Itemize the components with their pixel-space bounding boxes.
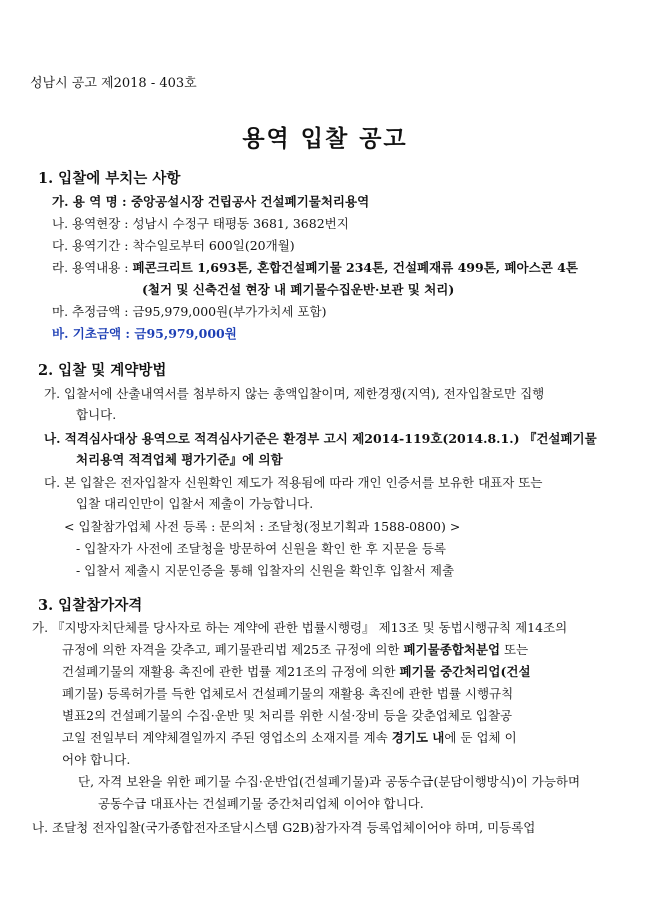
s3-line-1: 가. 『지방자치단체를 당사자로 하는 계약에 관한 법률시행령』 제13조 및 동법시행규칙 제14조의 bbox=[32, 620, 568, 635]
s3-line-8: 단, 자격 보완을 위한 폐기물 수집·운반업(건설폐기물)과 공동수급(분담이행방식)이 가능하며 bbox=[78, 774, 581, 789]
item-service-content bbox=[52, 260, 578, 276]
s2-item-c-line1: 다. 본 입찰은 전자입찰자 신원확인 제도가 적용됨에 따라 개인 인증서를 보유한 대표자 또는 bbox=[44, 475, 543, 490]
s3-line-4 bbox=[62, 686, 513, 702]
item-service-site: 나. 용역현장 : 성남시 수정구 태평동 3681, 3682번지 bbox=[52, 216, 349, 231]
s3-line-6-text: 고일 전일부터 계약체결일까지 주된 영업소의 소재지를 계속 bbox=[62, 730, 392, 745]
s3-line-7: 어야 합니다. bbox=[62, 752, 131, 767]
section1-heading: 1. 입찰에 부치는 사항 bbox=[38, 170, 181, 187]
s2-item-c-line2: 입찰 대리인만이 입찰서 제출이 가능합니다. bbox=[76, 496, 314, 511]
content-prefix: 라. 용역내용 : bbox=[52, 260, 133, 275]
item-service-name: 가. 용 역 명 : 중앙공설시장 건립공사 건설폐기물처리용역 bbox=[52, 194, 370, 209]
registration-step-1: - 입찰자가 사전에 조달청을 방문하여 신원을 확인 한 후 지문을 등록 bbox=[76, 541, 446, 556]
s3-line-9: 공동수급 대표사는 건설폐기물 중간처리업체 이어야 합니다. bbox=[98, 796, 424, 811]
section3-heading: 3. 입찰참가자격 bbox=[38, 597, 143, 614]
s3-line-2 bbox=[62, 642, 528, 658]
s3-line-2-text: 규정에 의한 자격을 갖추고, 폐기물관리법 제25조 규정에 의한 bbox=[62, 642, 404, 657]
item-estimated-price: 마. 추정금액 : 금95,979,000원(부가가치세 포함) bbox=[52, 304, 327, 319]
s3-line-2-tail: 또는 bbox=[500, 642, 529, 657]
s3-line-10: 나. 조달청 전자입찰(국가종합전자조달시스템 G2B)참가자격 등록업체이어야 하며, 미등록업 bbox=[32, 820, 536, 835]
content-detail-continued: (철거 및 신축건설 현장 내 폐기물수집운반·보관 및 처리) bbox=[142, 282, 455, 297]
s2-item-a-line2: 합니다. bbox=[76, 407, 117, 422]
s2-item-b-line2: 처리용역 적격업체 평가기준』에 의함 bbox=[76, 452, 283, 467]
registration-step-2: - 입찰서 제출시 지문인증을 통해 입찰자의 신원을 확인후 입찰서 제출 bbox=[76, 563, 455, 578]
page-title: 용역 입찰 공고 bbox=[242, 125, 408, 152]
s2-item-b-line1: 나. 적격심사대상 용역으로 적격심사기준은 환경부 고시 제2014-119호(2014.8.1.) 『건설폐기물 bbox=[44, 431, 597, 446]
s3-line-3-text: 건설폐기물의 재활용 촉진에 관한 법률 제21조의 규정에 의한 bbox=[62, 664, 400, 679]
s3-line-6 bbox=[62, 730, 517, 746]
s2-item-a-line1: 가. 입찰서에 산출내역서를 첨부하지 않는 총액입찰이며, 제한경쟁(지역), 전자입찰로만 집행 bbox=[44, 386, 545, 401]
s3-line-3 bbox=[62, 664, 531, 680]
s3-bold-intermediate: 폐기물 중간처리업(건설 bbox=[399, 664, 531, 679]
s3-line-4-text: 폐기물) 등록허가를 득한 업체로서 건설폐기물의 재활용 촉진에 관한 법률 시행규칙 bbox=[62, 686, 514, 701]
s3-bold-license: 폐기물종합처분업 bbox=[403, 642, 501, 657]
registration-note: < 입찰참가업체 사전 등록 : 문의처 : 조달청(정보기획과 1588-0800) > bbox=[64, 519, 461, 534]
item-base-price: 바. 기초금액 : 금95,979,000원 bbox=[52, 326, 237, 341]
content-detail: 폐콘크리트 1,693톤, 혼합건설폐기물 234톤, 건설폐재류 499톤, 폐아스콘 4톤 bbox=[132, 260, 578, 275]
notice-number: 성남시 공고 제2018 - 403호 bbox=[30, 76, 197, 91]
s3-line-6-tail: 에 둔 업체 이 bbox=[444, 730, 517, 745]
s3-line-5: 별표2의 건설폐기물의 수집·운반 및 처리를 위한 시설·장비 등을 갖춘업체로 입찰공 bbox=[62, 708, 513, 723]
s3-bold-region: 경기도 내 bbox=[391, 730, 445, 745]
section2-heading: 2. 입찰 및 계약방법 bbox=[38, 362, 167, 379]
item-service-period: 다. 용역기간 : 착수일로부터 600일(20개월) bbox=[52, 238, 295, 253]
